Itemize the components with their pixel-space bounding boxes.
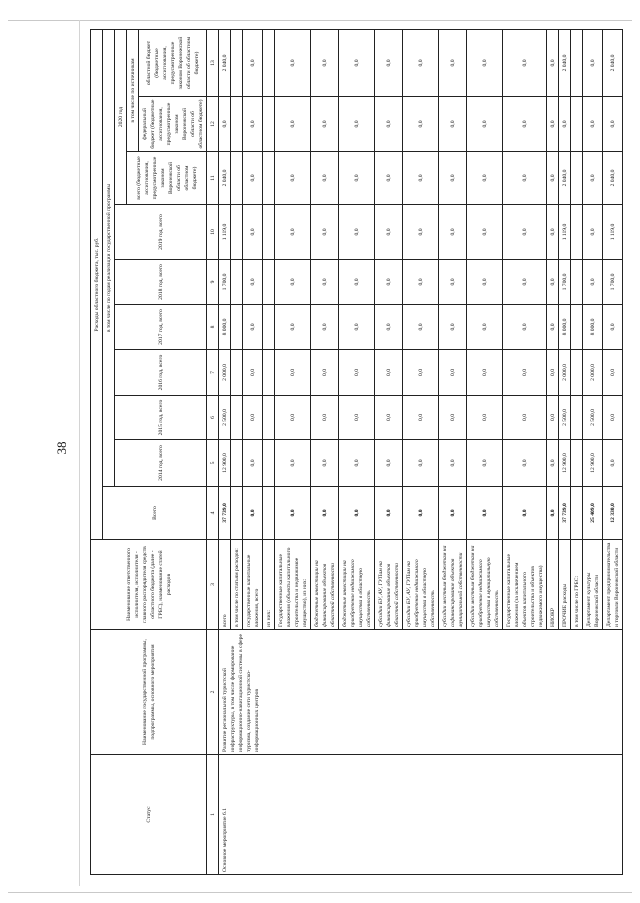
value-2020-federal: 0,0: [547, 97, 559, 152]
header-federal-budget: федеральный бюджет (бюджетные ассигнования, предусмотренные законом Воронежской области об областном бюджете): [139, 97, 207, 152]
value-2015: 0,0: [467, 396, 503, 440]
scan-edge-line-top: [8, 20, 632, 21]
column-number: 4: [207, 487, 219, 540]
value-2017: 0,0: [403, 305, 439, 350]
column-number: 13: [207, 30, 219, 97]
value-total: 0,0: [467, 487, 503, 540]
value-2020-total: 2 040,0: [603, 152, 623, 205]
column-numbers-row: [207, 30, 219, 875]
value-2016: [263, 350, 275, 396]
value-2018: 1 700,0: [219, 260, 231, 305]
value-2017: 0,0: [339, 305, 375, 350]
value-2020-total: 0,0: [547, 152, 559, 205]
page-number: 38: [54, 441, 69, 455]
value-2016: 2 000,0: [559, 350, 571, 396]
value-2017: [571, 305, 583, 350]
column-number: 9: [207, 260, 219, 305]
value-2019: 0,0: [503, 205, 547, 260]
value-2020-federal: 0,0: [375, 97, 403, 152]
value-total: 37 739,0: [219, 487, 231, 540]
value-2018: 0,0: [339, 260, 375, 305]
column-number: 6: [207, 396, 219, 440]
expense-item-label: НИОКР: [547, 540, 559, 630]
scan-edge-line-left: [79, 20, 80, 886]
value-2015: [231, 396, 243, 440]
value-2017: 8 000,0: [559, 305, 571, 350]
value-2014: 0,0: [275, 440, 311, 487]
value-2016: 0,0: [339, 350, 375, 396]
header-year-2017: 2017 год, всего: [115, 305, 207, 350]
value-2014: 0,0: [603, 440, 623, 487]
value-2020-total: 0,0: [339, 152, 375, 205]
status-cell: Основное мероприятие 6.1: [219, 755, 623, 875]
value-2014: 12 900,0: [583, 440, 603, 487]
value-2017: 0,0: [603, 305, 623, 350]
value-2014: 0,0: [311, 440, 339, 487]
column-number: 3: [207, 540, 219, 630]
header-year-2015: 2015 год, всего: [115, 396, 207, 440]
value-2018: 1 700,0: [559, 260, 571, 305]
value-total: 0,0: [339, 487, 375, 540]
value-2020-total: 0,0: [275, 152, 311, 205]
expense-item-label: в том числе по ГРБС:: [571, 540, 583, 630]
value-total: 12 330,0: [603, 487, 623, 540]
value-2014: 0,0: [403, 440, 439, 487]
value-2018: [263, 260, 275, 305]
value-2015: 0,0: [403, 396, 439, 440]
expense-item-label: субсидии местным бюджетам на приобретение недвижимого имущества в муниципальную собственность: [467, 540, 503, 630]
value-2014: 12 900,0: [559, 440, 571, 487]
value-2020-regional: 0,0: [439, 30, 467, 97]
value-2017: 8 000,0: [583, 305, 603, 350]
header-year-2016: 2016 год, всего: [115, 350, 207, 396]
value-2020-regional: 2 040,0: [559, 30, 571, 97]
value-2015: 2 500,0: [559, 396, 571, 440]
value-2016: 0,0: [439, 350, 467, 396]
value-2017: 0,0: [467, 305, 503, 350]
column-number: 12: [207, 97, 219, 152]
value-2019: 0,0: [311, 205, 339, 260]
expense-item-label: Департамент предпринимательства и торговли Воронежской области: [603, 540, 623, 630]
value-2020-regional: 0,0: [243, 30, 263, 97]
value-2018: 0,0: [583, 260, 603, 305]
value-2018: 0,0: [503, 260, 547, 305]
value-2019: [231, 205, 243, 260]
value-total: 0,0: [439, 487, 467, 540]
value-2019: 0,0: [467, 205, 503, 260]
header-by-sources: в том числе по источникам: [127, 30, 139, 152]
value-2014: [231, 440, 243, 487]
expense-item-label: ПРОЧИЕ расходы: [559, 540, 571, 630]
value-2017: 0,0: [547, 305, 559, 350]
expense-item-label: Государственные капитальные вложения (объекты капитального строительства и недвижимое имущество), из них:: [275, 540, 311, 630]
value-2016: [231, 350, 243, 396]
value-2020-regional: 0,0: [275, 30, 311, 97]
value-total: [571, 487, 583, 540]
header-row: [91, 30, 103, 875]
value-2016: [571, 350, 583, 396]
value-2017: 0,0: [439, 305, 467, 350]
value-2014: 0,0: [339, 440, 375, 487]
value-2020-regional: 0,0: [503, 30, 547, 97]
value-2019: 0,0: [403, 205, 439, 260]
value-2020-total: 0,0: [375, 152, 403, 205]
value-2020-federal: 0,0: [311, 97, 339, 152]
value-2020-total: [231, 152, 243, 205]
expense-item-label: субсидии БУ, АУ, ГУПам на приобретение недвижимого имущества в областную собственность: [403, 540, 439, 630]
value-2020-regional: 0,0: [547, 30, 559, 97]
value-2020-federal: 0,0: [503, 97, 547, 152]
expense-item-label: в том числе по статьям расходов:: [231, 540, 243, 630]
value-2019: 1 119,0: [219, 205, 231, 260]
expense-item-label: всего: [219, 540, 231, 630]
value-2020-federal: 0,0: [603, 97, 623, 152]
value-2018: 0,0: [547, 260, 559, 305]
column-number: 5: [207, 440, 219, 487]
value-2016: 0,0: [467, 350, 503, 396]
value-2016: 0,0: [275, 350, 311, 396]
header-year-2020: 2020 год: [115, 30, 127, 205]
value-2014: [571, 440, 583, 487]
value-2020-federal: 0,0: [559, 97, 571, 152]
value-2016: 0,0: [547, 350, 559, 396]
header-year-2014: 2014 год, всего: [115, 440, 207, 487]
header-status: Статус: [91, 755, 207, 875]
value-2020-total: 0,0: [503, 152, 547, 205]
value-2014: [263, 440, 275, 487]
value-2020-total: 0,0: [439, 152, 467, 205]
value-2020-regional: 2 040,0: [219, 30, 231, 97]
value-2017: 0,0: [275, 305, 311, 350]
value-2019: 0,0: [439, 205, 467, 260]
value-total: 0,0: [403, 487, 439, 540]
value-total: 37 739,0: [559, 487, 571, 540]
value-total: 0,0: [311, 487, 339, 540]
value-2019: 0,0: [375, 205, 403, 260]
value-2020-regional: 0,0: [403, 30, 439, 97]
column-number: 8: [207, 305, 219, 350]
value-2017: 0,0: [243, 305, 263, 350]
value-2016: 0,0: [311, 350, 339, 396]
value-2015: 0,0: [243, 396, 263, 440]
value-2015: 0,0: [603, 396, 623, 440]
header-by-years: в том числе по годам реализации государственной программы: [103, 30, 115, 487]
value-2020-regional: [263, 30, 275, 97]
rotated-table-container: [90, 30, 620, 875]
value-2015: 0,0: [311, 396, 339, 440]
header-total-2020: всего (бюджетные ассигнования, предусмотренные законом Воронежской области об областном бюджете): [127, 152, 207, 205]
budget-table: [90, 29, 623, 875]
header-expenses: Расходы областного бюджета, тыс. руб.: [91, 30, 103, 540]
value-2017: 0,0: [375, 305, 403, 350]
value-2018: 0,0: [375, 260, 403, 305]
value-2014: 0,0: [439, 440, 467, 487]
table-header: [91, 30, 219, 875]
value-2020-federal: [263, 97, 275, 152]
value-2020-regional: 0,0: [311, 30, 339, 97]
value-2020-federal: [231, 97, 243, 152]
value-2017: 8 000,0: [219, 305, 231, 350]
value-2020-total: 0,0: [467, 152, 503, 205]
value-2020-regional: 0,0: [467, 30, 503, 97]
value-total: 25 409,0: [583, 487, 603, 540]
scan-edge-line-bottom: [8, 892, 632, 893]
value-2017: 0,0: [311, 305, 339, 350]
value-2016: 0,0: [403, 350, 439, 396]
value-2014: 0,0: [503, 440, 547, 487]
value-2018: 0,0: [467, 260, 503, 305]
value-2020-total: 2 040,0: [219, 152, 231, 205]
header-year-2018: 2018 год, всего: [115, 260, 207, 305]
value-2020-federal: [571, 97, 583, 152]
value-2020-federal: 0,0: [467, 97, 503, 152]
table-row: [219, 30, 231, 875]
value-2014: 0,0: [243, 440, 263, 487]
value-2015: 0,0: [439, 396, 467, 440]
value-2016: 2 000,0: [219, 350, 231, 396]
value-2020-total: 0,0: [243, 152, 263, 205]
value-2020-federal: 0,0: [339, 97, 375, 152]
value-2018: [571, 260, 583, 305]
value-total: 0,0: [243, 487, 263, 540]
value-2014: 0,0: [375, 440, 403, 487]
value-2020-regional: 0,0: [375, 30, 403, 97]
value-2019: 0,0: [339, 205, 375, 260]
column-number: 10: [207, 205, 219, 260]
value-2014: 0,0: [547, 440, 559, 487]
value-2020-federal: 0,0: [243, 97, 263, 152]
value-2019: 0,0: [547, 205, 559, 260]
value-2017: 0,0: [503, 305, 547, 350]
header-total: Всего: [103, 487, 207, 540]
value-2019: [263, 205, 275, 260]
value-2016: 2 000,0: [583, 350, 603, 396]
value-2020-total: 0,0: [311, 152, 339, 205]
value-2015: [571, 396, 583, 440]
value-2020-regional: [231, 30, 243, 97]
value-2018: [231, 260, 243, 305]
value-2019: [571, 205, 583, 260]
value-2020-federal: 0,0: [403, 97, 439, 152]
expense-item-label: субсидии БУ, АУ, ГУПам на финансирование объектов областной собственности: [375, 540, 403, 630]
value-2020-total: [571, 152, 583, 205]
value-2015: [263, 396, 275, 440]
value-2020-total: 2 040,0: [559, 152, 571, 205]
value-2015: 2 500,0: [583, 396, 603, 440]
expense-item-label: субсидии местным бюджетам на софинансирование объектов муниципальной собственности: [439, 540, 467, 630]
value-total: 0,0: [275, 487, 311, 540]
value-2015: 2 500,0: [219, 396, 231, 440]
value-2020-regional: [571, 30, 583, 97]
column-number: 11: [207, 152, 219, 205]
value-2020-regional: 2 040,0: [603, 30, 623, 97]
expense-item-label: бюджетные инвестиции на финансирование объектов областной собственности: [311, 540, 339, 630]
expense-item-label: государственные капитальные вложения, всего: [243, 540, 263, 630]
expense-item-label: Департамент культуры Воронежской области: [583, 540, 603, 630]
value-2018: 0,0: [439, 260, 467, 305]
value-2014: 12 900,0: [219, 440, 231, 487]
value-2018: 0,0: [403, 260, 439, 305]
value-total: [263, 487, 275, 540]
column-number: 1: [207, 755, 219, 875]
table-body: [219, 30, 623, 875]
value-2020-federal: 0,0: [275, 97, 311, 152]
header-year-2019: 2019 год, всего: [115, 205, 207, 260]
value-2020-regional: 0,0: [339, 30, 375, 97]
value-2020-federal: 0,0: [219, 97, 231, 152]
value-2016: 0,0: [503, 350, 547, 396]
column-number: 2: [207, 630, 219, 755]
value-2019: 0,0: [275, 205, 311, 260]
value-2015: 0,0: [503, 396, 547, 440]
header-regional-budget: областной бюджет (бюджетные ассигнования, предусмотренные законом Воронежской области об областном бюджете): [139, 30, 207, 97]
header-program-name: Наименование государственной программы, подпрограммы, основного мероприятия: [91, 630, 207, 755]
value-2015: 0,0: [275, 396, 311, 440]
value-total: 0,0: [503, 487, 547, 540]
value-2019: 1 119,0: [559, 205, 571, 260]
value-2020-federal: 0,0: [583, 97, 603, 152]
value-2017: [263, 305, 275, 350]
value-2020-regional: 0,0: [583, 30, 603, 97]
value-2017: [231, 305, 243, 350]
value-2020-total: 0,0: [583, 152, 603, 205]
value-total: 0,0: [547, 487, 559, 540]
value-2018: 0,0: [243, 260, 263, 305]
value-2016: 0,0: [603, 350, 623, 396]
value-2016: 0,0: [243, 350, 263, 396]
value-2019: 0,0: [243, 205, 263, 260]
value-2019: 1 119,0: [603, 205, 623, 260]
value-2015: 0,0: [339, 396, 375, 440]
value-2016: 0,0: [375, 350, 403, 396]
value-2018: 0,0: [275, 260, 311, 305]
value-2015: 0,0: [375, 396, 403, 440]
header-executor: Наименование ответственного исполнителя, исполнителя - главного распорядителя средств областного бюджета (далее - ГРБС), наименование статей расходов: [91, 540, 207, 630]
value-2015: 0,0: [547, 396, 559, 440]
value-2020-total: [263, 152, 275, 205]
value-2018: 0,0: [311, 260, 339, 305]
column-number: 7: [207, 350, 219, 396]
value-2019: 0,0: [583, 205, 603, 260]
value-2020-federal: 0,0: [439, 97, 467, 152]
value-2018: 1 700,0: [603, 260, 623, 305]
value-total: 0,0: [375, 487, 403, 540]
value-2014: 0,0: [467, 440, 503, 487]
expense-item-label: из них:: [263, 540, 275, 630]
value-total: [231, 487, 243, 540]
value-2020-total: 0,0: [403, 152, 439, 205]
expense-item-label: бюджетные инвестиции на приобретение недвижимого имущества в областную собственность: [339, 540, 375, 630]
program-name-cell: Развитие региональной туристской инфраструктуры, в том числе формирование информационно-навигационной системы в сфере туризма, создание сети туристско-информационных центров: [219, 630, 623, 755]
expense-item-label: Государственные капитальные вложения (за исключением объектов капитального строительства и объектов недвижимого имущества): [503, 540, 547, 630]
